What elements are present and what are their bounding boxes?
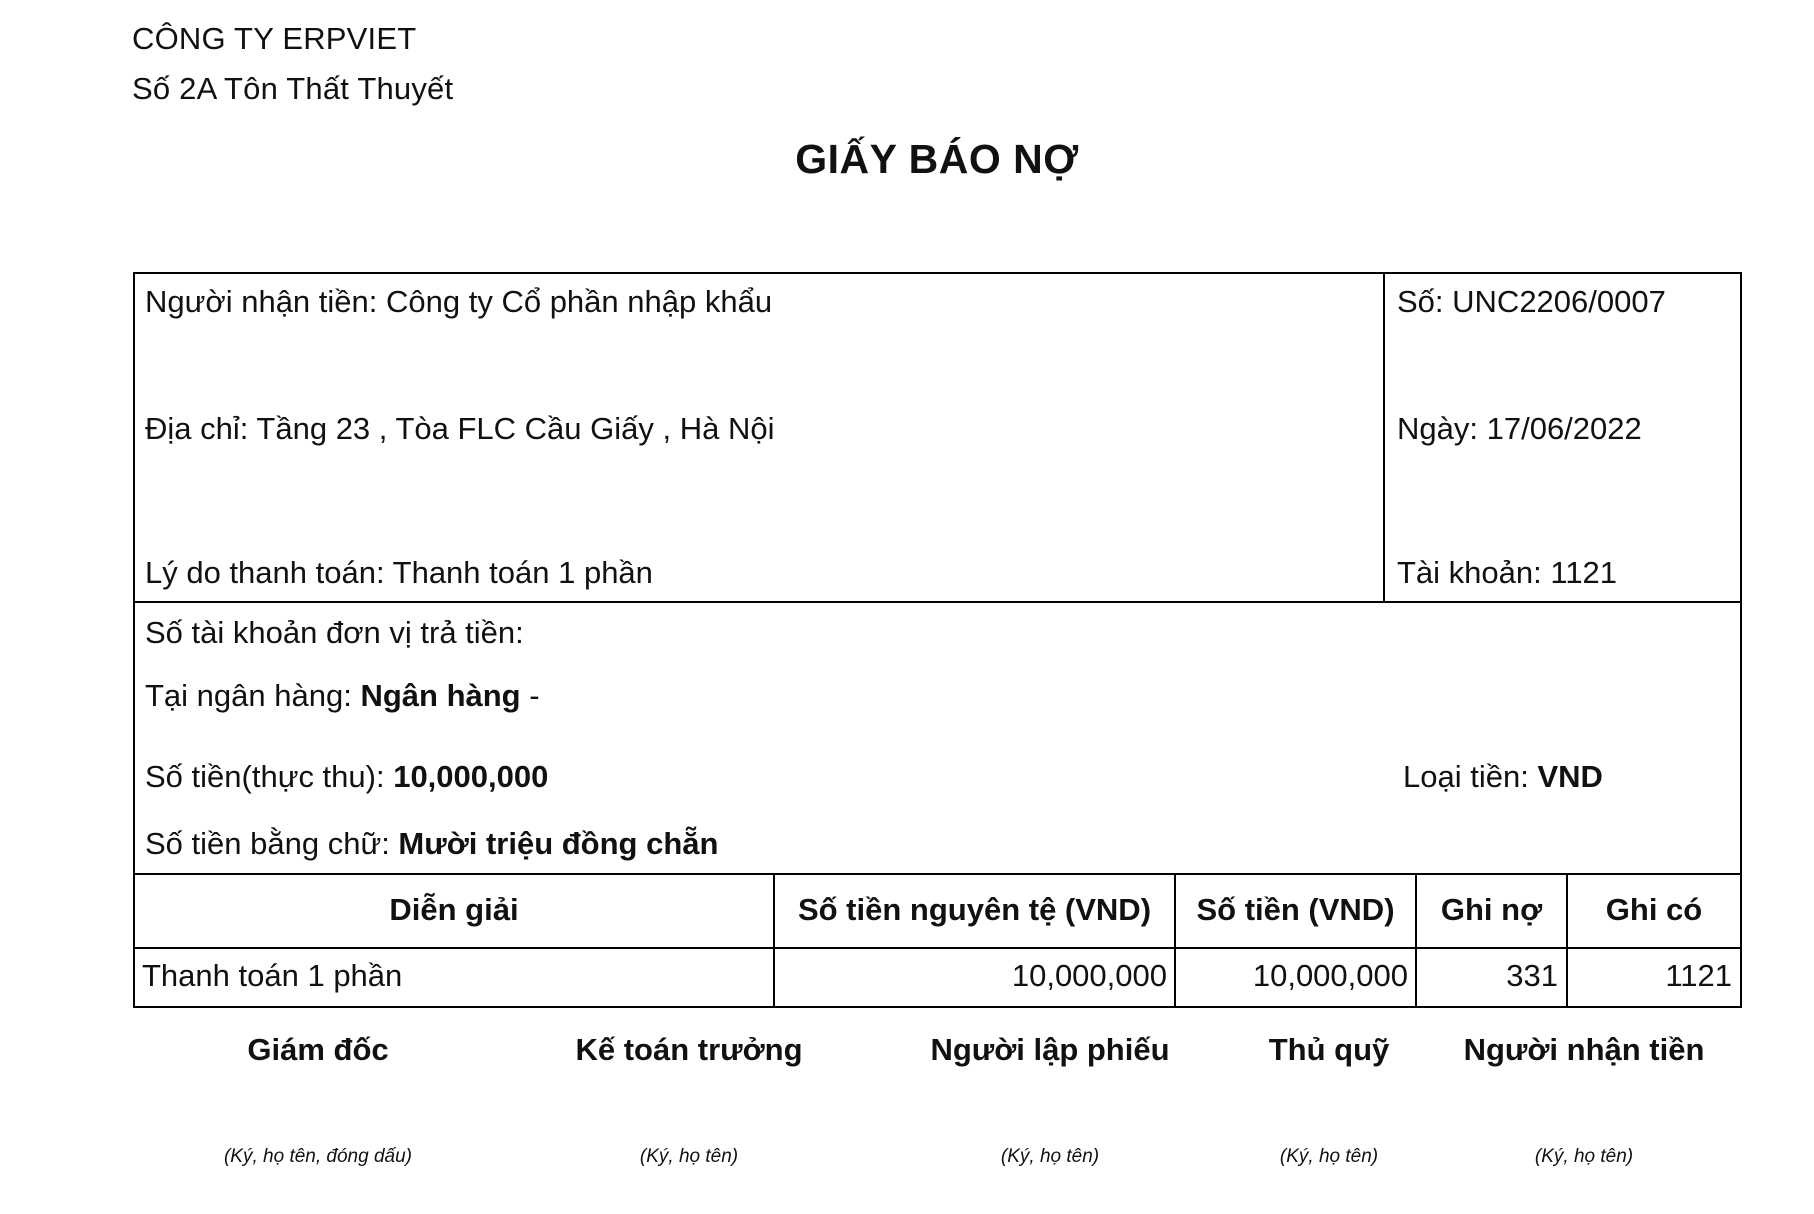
bank-suffix: - xyxy=(520,678,540,713)
column-header-credit: Ghi có xyxy=(1605,892,1703,927)
company-name: CÔNG TY ERPVIET xyxy=(132,21,417,56)
signature-title-cashier: Thủ quỹ xyxy=(1268,1032,1390,1067)
address-value: Tầng 23 , Tòa FLC Cầu Giấy , Hà Nội xyxy=(256,411,775,446)
signature-note-cashier: (Ký, họ tên) xyxy=(1279,1146,1379,1167)
signature-title-chief-accountant: Kế toán trưởng xyxy=(575,1032,803,1067)
table-top-line xyxy=(135,873,1740,875)
signature-note-chief-accountant: (Ký, họ tên) xyxy=(639,1146,739,1167)
row-debit-account: 331 xyxy=(1506,958,1558,993)
amount-label: Số tiền(thực thu): xyxy=(145,759,394,794)
currency-label: Loại tiền: xyxy=(1403,759,1538,794)
date-line xyxy=(1397,411,1642,447)
date-label: Ngày: xyxy=(1397,411,1487,446)
info-bottom-line xyxy=(135,601,1740,603)
amount-words-value: Mười triệu đồng chẵn xyxy=(398,826,719,861)
column-header-description: Diễn giải xyxy=(389,892,519,927)
voucher-box xyxy=(133,272,1742,1008)
reason-line xyxy=(145,555,653,591)
account-value: 1121 xyxy=(1550,555,1618,590)
payee-line xyxy=(145,284,772,320)
reason-label: Lý do thanh toán: xyxy=(145,555,393,590)
payee-value: Công ty Cổ phần nhập khẩu xyxy=(386,284,773,319)
number-line xyxy=(1397,284,1666,320)
bank-label: Tại ngân hàng: xyxy=(145,678,361,713)
row-description: Thanh toán 1 phần xyxy=(142,958,403,993)
payer-account-line: Số tài khoản đơn vị trả tiền: xyxy=(145,615,524,650)
account-label: Tài khoản: xyxy=(1397,555,1551,590)
amount-words-label: Số tiền bằng chữ: xyxy=(145,826,399,861)
row-amount: 10,000,000 xyxy=(1252,958,1408,993)
table-header-line xyxy=(135,947,1740,949)
date-value: 17/06/2022 xyxy=(1486,411,1642,446)
payee-label: Người nhận tiền: xyxy=(145,284,386,319)
reason-value: Thanh toán 1 phần xyxy=(392,555,653,590)
number-label: Số: xyxy=(1397,284,1453,319)
info-divider xyxy=(1383,274,1385,601)
amount-words-line xyxy=(145,826,718,862)
signature-title-director: Giám đốc xyxy=(247,1032,389,1067)
account-line xyxy=(1397,555,1617,591)
payee-address-line xyxy=(145,411,774,447)
address-label: Địa chỉ: xyxy=(145,411,257,446)
signature-title-preparer: Người lập phiếu xyxy=(930,1032,1170,1067)
row-original-amount: 10,000,000 xyxy=(1011,958,1167,993)
number-value: UNC2206/0007 xyxy=(1452,284,1666,319)
column-header-amount: Số tiền (VND) xyxy=(1196,892,1395,927)
currency-value: VND xyxy=(1537,759,1603,794)
company-header xyxy=(132,14,453,114)
amount-line xyxy=(145,759,548,795)
document-title: GIẤY BÁO NỢ xyxy=(795,136,1079,182)
signature-note-receiver: (Ký, họ tên) xyxy=(1534,1146,1634,1167)
column-header-debit: Ghi nợ xyxy=(1440,892,1543,927)
amount-value: 10,000,000 xyxy=(393,759,549,794)
signature-note-preparer: (Ký, họ tên) xyxy=(1000,1146,1100,1167)
currency-line xyxy=(1403,759,1603,795)
row-credit-account: 1121 xyxy=(1665,958,1732,993)
signature-note-director: (Ký, họ tên, đóng dấu) xyxy=(223,1146,412,1167)
column-header-original-amount: Số tiền nguyên tệ (VND) xyxy=(797,892,1152,927)
bank-line xyxy=(145,678,540,714)
signature-title-receiver: Người nhận tiền xyxy=(1463,1032,1705,1067)
bank-value: Ngân hàng xyxy=(360,678,521,713)
company-address: Số 2A Tôn Thất Thuyết xyxy=(132,71,454,106)
